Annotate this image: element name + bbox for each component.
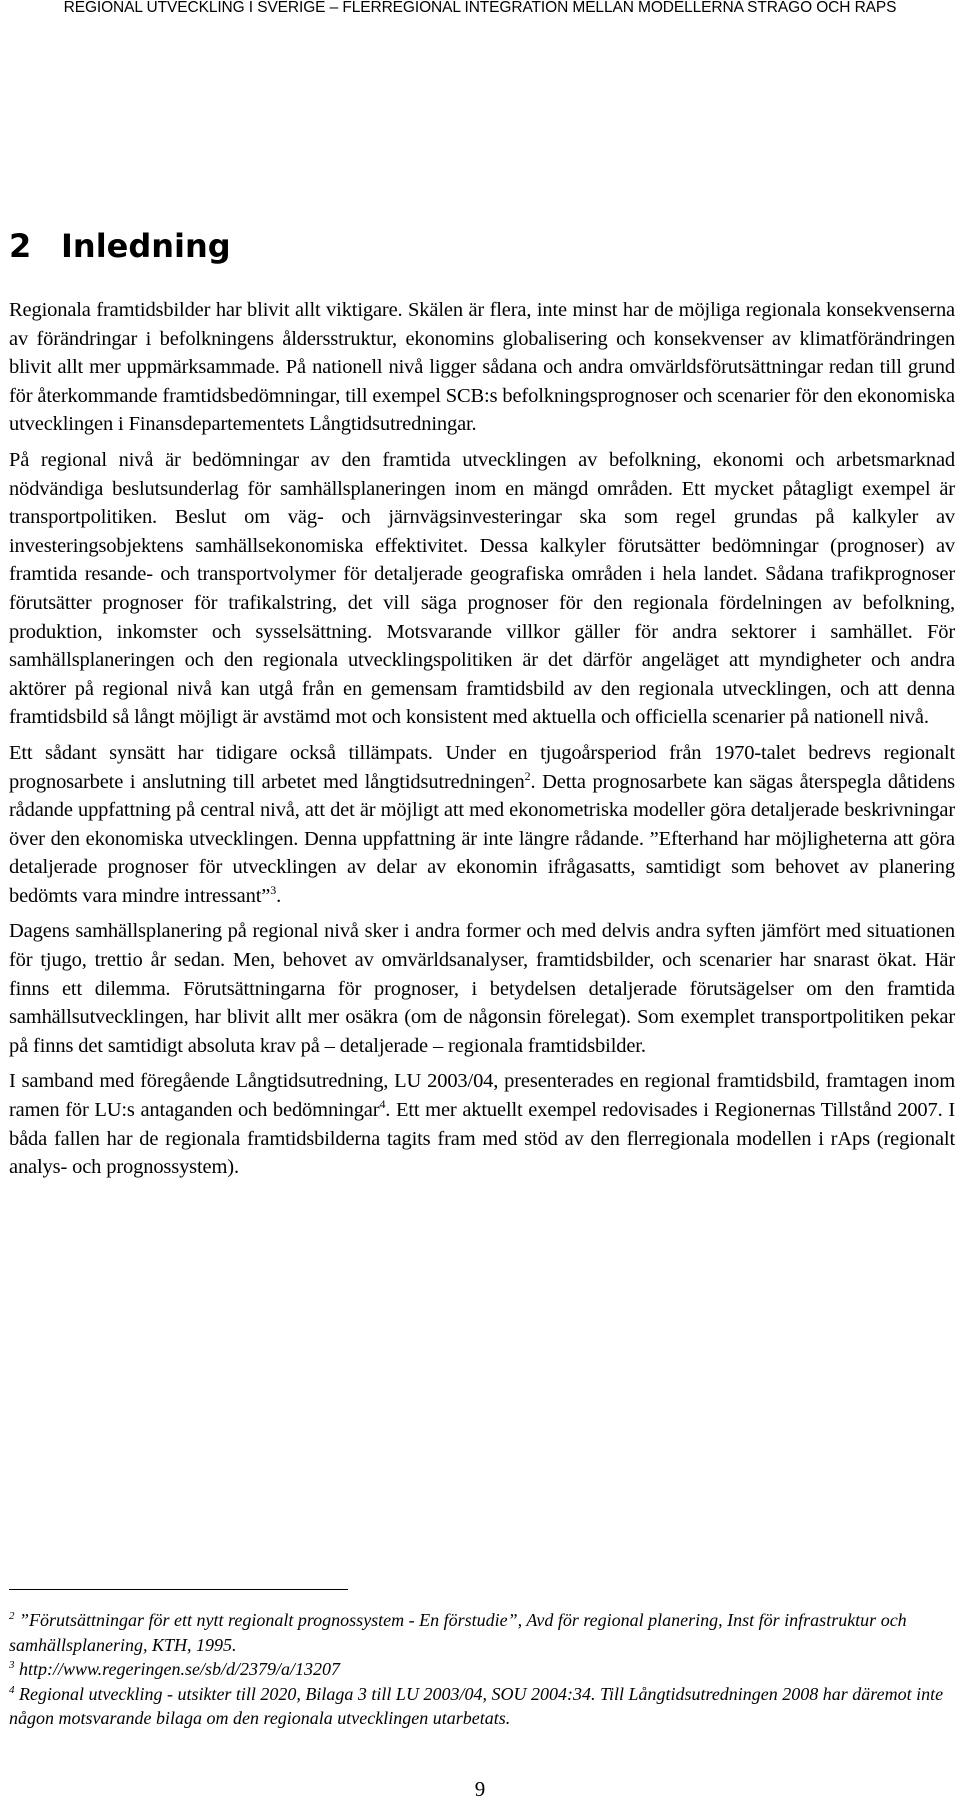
chapter-title: Inledning — [61, 227, 231, 265]
footnote-marker: 3 — [9, 1659, 15, 1671]
footnote-marker: 2 — [9, 1610, 15, 1622]
footnote-marker: 4 — [9, 1683, 15, 1696]
footnote-text: Regional utveckling - utsikter till 2020, Bilaga 3 till LU 2003/04, SOU 2004:34. Till Långtidsutredningen 2008 har däremot inte någon motsvarande bilaga om den regionala utvecklingen utarbetats. — [9, 1683, 944, 1728]
footnote-3 — [9, 1657, 955, 1682]
paragraph-3 — [9, 739, 955, 911]
paragraph-3-text-b: . Detta prognosarbete kan sägas återspegla dåtidens rådande uppfattning på central nivå, att det är möjligt att med ekonometriska modeller göra detaljerade beskrivningar över den ekonomiska utvecklingen. Denna uppfattning är inte längre rådande. ”Efterhand har möjligheterna att göra detaljerade prognoser för utvecklingen av delar av ekonomin ifrågasatts, samtidigt som behovet av planering bedömts vara mindre intressant” — [9, 770, 955, 907]
footnote-text: ”Förutsättningar för ett nytt regionalt prognossystem - En förstudie”, Avd för regional planering, Inst för infrastruktur och samhällsplanering, KTH, 1995. — [9, 1610, 907, 1655]
paragraph-5-text-b: . Ett mer aktuellt exempel redovisades i Regionernas Tillstånd 2007. I båda fallen har de regionala framtidsbilderna tagits fram med stöd av den flerregionala modellen i rAps (regionalt analys- och prognossystem). — [9, 1099, 955, 1179]
body-text — [9, 296, 955, 1189]
paragraph-3-text-c: . — [276, 884, 282, 907]
running-header: REGIONAL UTVECKLING I SVERIGE – FLERREGIONAL INTEGRATION MELLAN MODELLERNA STRAGO OCH RAPS — [63, 0, 897, 16]
page-number: 9 — [474, 1777, 486, 1801]
paragraph-5 — [9, 1067, 955, 1181]
paragraph-3-text-a: Ett sådant synsätt har tidigare också tillämpats. Under en tjugoårsperiod från 1970-talet bedrevs regionalt prognosarbete i anslutning till arbetet med långtidsutredningen — [9, 741, 955, 793]
paragraph-5-text-a: I samband med föregående Långtidsutredning, LU 2003/04, presenterades en regional framtidsbild, framtagen inom ramen för LU:s antaganden och bedömningar — [9, 1070, 955, 1122]
footnote-2 — [9, 1608, 955, 1657]
footnotes — [9, 1608, 955, 1731]
footnote-4 — [9, 1682, 955, 1731]
chapter-number: 2 — [9, 227, 32, 265]
paragraph-2: På regional nivå är bedömningar av den framtida utvecklingen av befolkning, ekonomi och arbetsmarknad nödvändiga beslutsunderlag för samhällsplaneringen inom en mängd områden. Ett mycket påtagligt exempel är transportpolitiken. Beslut om väg- och järnvägsinvesteringar ska som regel grundas på kalkyler av investeringsobjektens samhällsekonomiska effektivitet. Dessa kalkyler förutsätter bedömningar (prognoser) av framtida resande- och transportvolymer för detaljerade geografiska områden i hela landet. Sådana trafikprognoser förutsätter prognoser för trafikalstring, det vill säga prognoser för den regionala fördelningen av befolkning, produktion, inkomster och sysselsättning. Motsvarande villkor gäller för andra sektorer i samhället. För samhällsplaneringen och den regionala utvecklingspolitiken är det därför angeläget att myndigheter och andra aktörer på regional nivå kan utgå från en gemensam framtidsbild av den regionala utvecklingen, och att denna framtidsbild så långt möjligt är avstämd mot och konsistent med aktuella och officiella scenarier på nationell nivå. — [9, 448, 955, 729]
footnote-ref-4: 4 — [379, 1097, 386, 1112]
footnote-ref-3: 3 — [270, 882, 277, 897]
footnote-link[interactable]: http://www.regeringen.se/sb/d/2379/a/13207 — [14, 1659, 340, 1679]
footnote-ref-2: 2 — [524, 768, 531, 783]
paragraph-4: Dagens samhällsplanering på regional nivå sker i andra former och med delvis andra syften jämfört med situationen för tjugo, trettio år sedan. Men, behovet av omvärldsanalyser, framtidsbilder, och scenarier har snarast ökat. Här finns ett dilemma. Förutsättningarna för prognoser, i betydelsen detaljerade förutsägelser om den framtida samhällsutvecklingen, har blivit allt mer osäkra (om de någonsin förelegat). Som exemplet transportpolitiken pekar på finns det samtidigt absoluta krav på – detaljerade – regionala framtidsbilder. — [9, 920, 955, 1057]
footnote-separator — [9, 1589, 348, 1590]
chapter-heading — [9, 226, 231, 266]
paragraph-1: Regionala framtidsbilder har blivit allt viktigare. Skälen är flera, inte minst har de möjliga regionala konsekvenserna av förändringar i befolkningens åldersstruktur, ekonomins globalisering och konsekvenser av klimatförändringen blivit allt mer uppmärksammade. På nationell nivå ligger sådana och andra omvärldsförutsättningar redan till grund för återkommande framtidsbedömningar, till exempel SCB:s befolkningsprognoser och scenarier för den ekonomiska utvecklingen i Finansdepartementets Långtidsutredningar. — [9, 299, 955, 436]
